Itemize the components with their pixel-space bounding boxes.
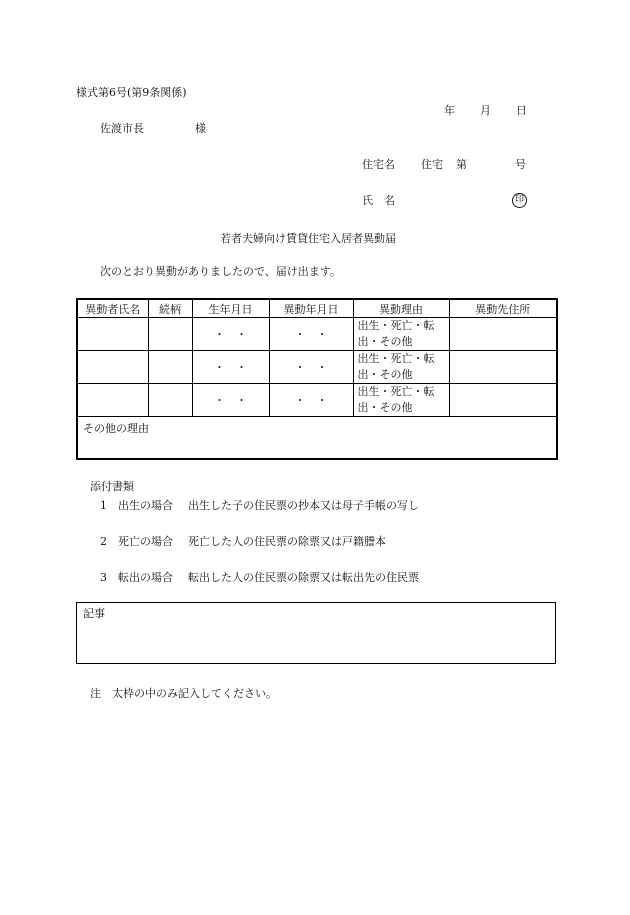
header-person-name: 異動者氏名 xyxy=(77,299,148,318)
cell-change-date[interactable]: ・ ・ xyxy=(269,384,353,417)
table-row xyxy=(77,351,557,384)
reason-line-2: 出・その他 xyxy=(357,335,413,348)
intro-text: 次のとおり異動がありましたので、届け出ます。 xyxy=(100,265,341,278)
attachment-case: 出生の場合 xyxy=(118,499,173,512)
cell-relationship[interactable] xyxy=(148,351,192,384)
attachment-doc: 出生した子の住民票の抄本又は母子手帳の写し xyxy=(188,499,419,512)
cell-birth-date[interactable]: ・ ・ xyxy=(192,384,269,417)
change-table xyxy=(76,298,558,460)
other-reason-label: その他の理由 xyxy=(83,422,149,435)
housing-label: 住宅名 xyxy=(362,158,395,171)
cell-person-name[interactable] xyxy=(77,384,148,417)
cell-relationship[interactable] xyxy=(148,384,192,417)
attachment-doc: 死亡した人の住民票の除票又は戸籍謄本 xyxy=(188,535,386,548)
date-day: 日 xyxy=(516,104,527,117)
table-row xyxy=(77,384,557,417)
header-change-reason: 異動理由 xyxy=(353,299,449,318)
reason-line-2: 出・その他 xyxy=(357,368,413,381)
name-label: 氏 名 xyxy=(362,194,395,207)
date-month: 月 xyxy=(480,104,491,117)
cell-birth-date[interactable]: ・ ・ xyxy=(192,318,269,351)
cell-new-address[interactable] xyxy=(449,384,557,417)
attachment-num: 3 xyxy=(100,571,107,584)
form-number: 様式第6号(第9条関係) xyxy=(76,86,187,99)
cell-new-address[interactable] xyxy=(449,351,557,384)
cell-change-reason[interactable] xyxy=(353,351,449,384)
seal-mark: 印 xyxy=(512,193,527,208)
header-new-address: 異動先住所 xyxy=(449,299,557,318)
reason-line-2: 出・その他 xyxy=(357,401,413,414)
remarks-box[interactable] xyxy=(76,602,556,664)
cell-person-name[interactable] xyxy=(77,351,148,384)
housing-value: 住宅 xyxy=(421,158,443,171)
table-row xyxy=(77,318,557,351)
cell-change-reason[interactable] xyxy=(353,384,449,417)
cell-person-name[interactable] xyxy=(77,318,148,351)
cell-change-date[interactable]: ・ ・ xyxy=(269,351,353,384)
attachment-case: 転出の場合 xyxy=(118,571,173,584)
form-title: 若者夫婦向け賃貸住宅入居者異動届 xyxy=(220,232,396,245)
reason-line-1: 出生・死亡・転 xyxy=(357,319,435,332)
number-suffix: 号 xyxy=(515,158,526,171)
reason-line-1: 出生・死亡・転 xyxy=(357,352,435,365)
number-prefix: 第 xyxy=(456,158,467,171)
addressee-honorific: 様 xyxy=(195,122,206,135)
attachment-case: 死亡の場合 xyxy=(118,535,173,548)
header-relationship: 続柄 xyxy=(148,299,192,318)
header-change-date: 異動年月日 xyxy=(269,299,353,318)
attachment-doc: 転出した人の住民票の除票又は転出先の住民票 xyxy=(188,571,419,584)
reason-line-1: 出生・死亡・転 xyxy=(357,385,435,398)
header-birth-date: 生年月日 xyxy=(192,299,269,318)
other-reason-cell[interactable] xyxy=(77,417,557,460)
cell-change-date[interactable]: ・ ・ xyxy=(269,318,353,351)
date-year: 年 xyxy=(444,104,455,117)
attachment-num: 2 xyxy=(100,535,107,548)
cell-relationship[interactable] xyxy=(148,318,192,351)
cell-birth-date[interactable]: ・ ・ xyxy=(192,351,269,384)
note-text: 注 太枠の中のみ記入してください。 xyxy=(90,687,277,700)
attachment-num: 1 xyxy=(100,499,107,512)
other-reason-row xyxy=(77,417,557,460)
remarks-label: 記事 xyxy=(83,607,105,620)
cell-change-reason[interactable] xyxy=(353,318,449,351)
cell-new-address[interactable] xyxy=(449,318,557,351)
attachments-heading: 添付書類 xyxy=(90,480,134,493)
table-header-row xyxy=(77,299,557,318)
addressee-name: 佐渡市長 xyxy=(100,122,144,135)
